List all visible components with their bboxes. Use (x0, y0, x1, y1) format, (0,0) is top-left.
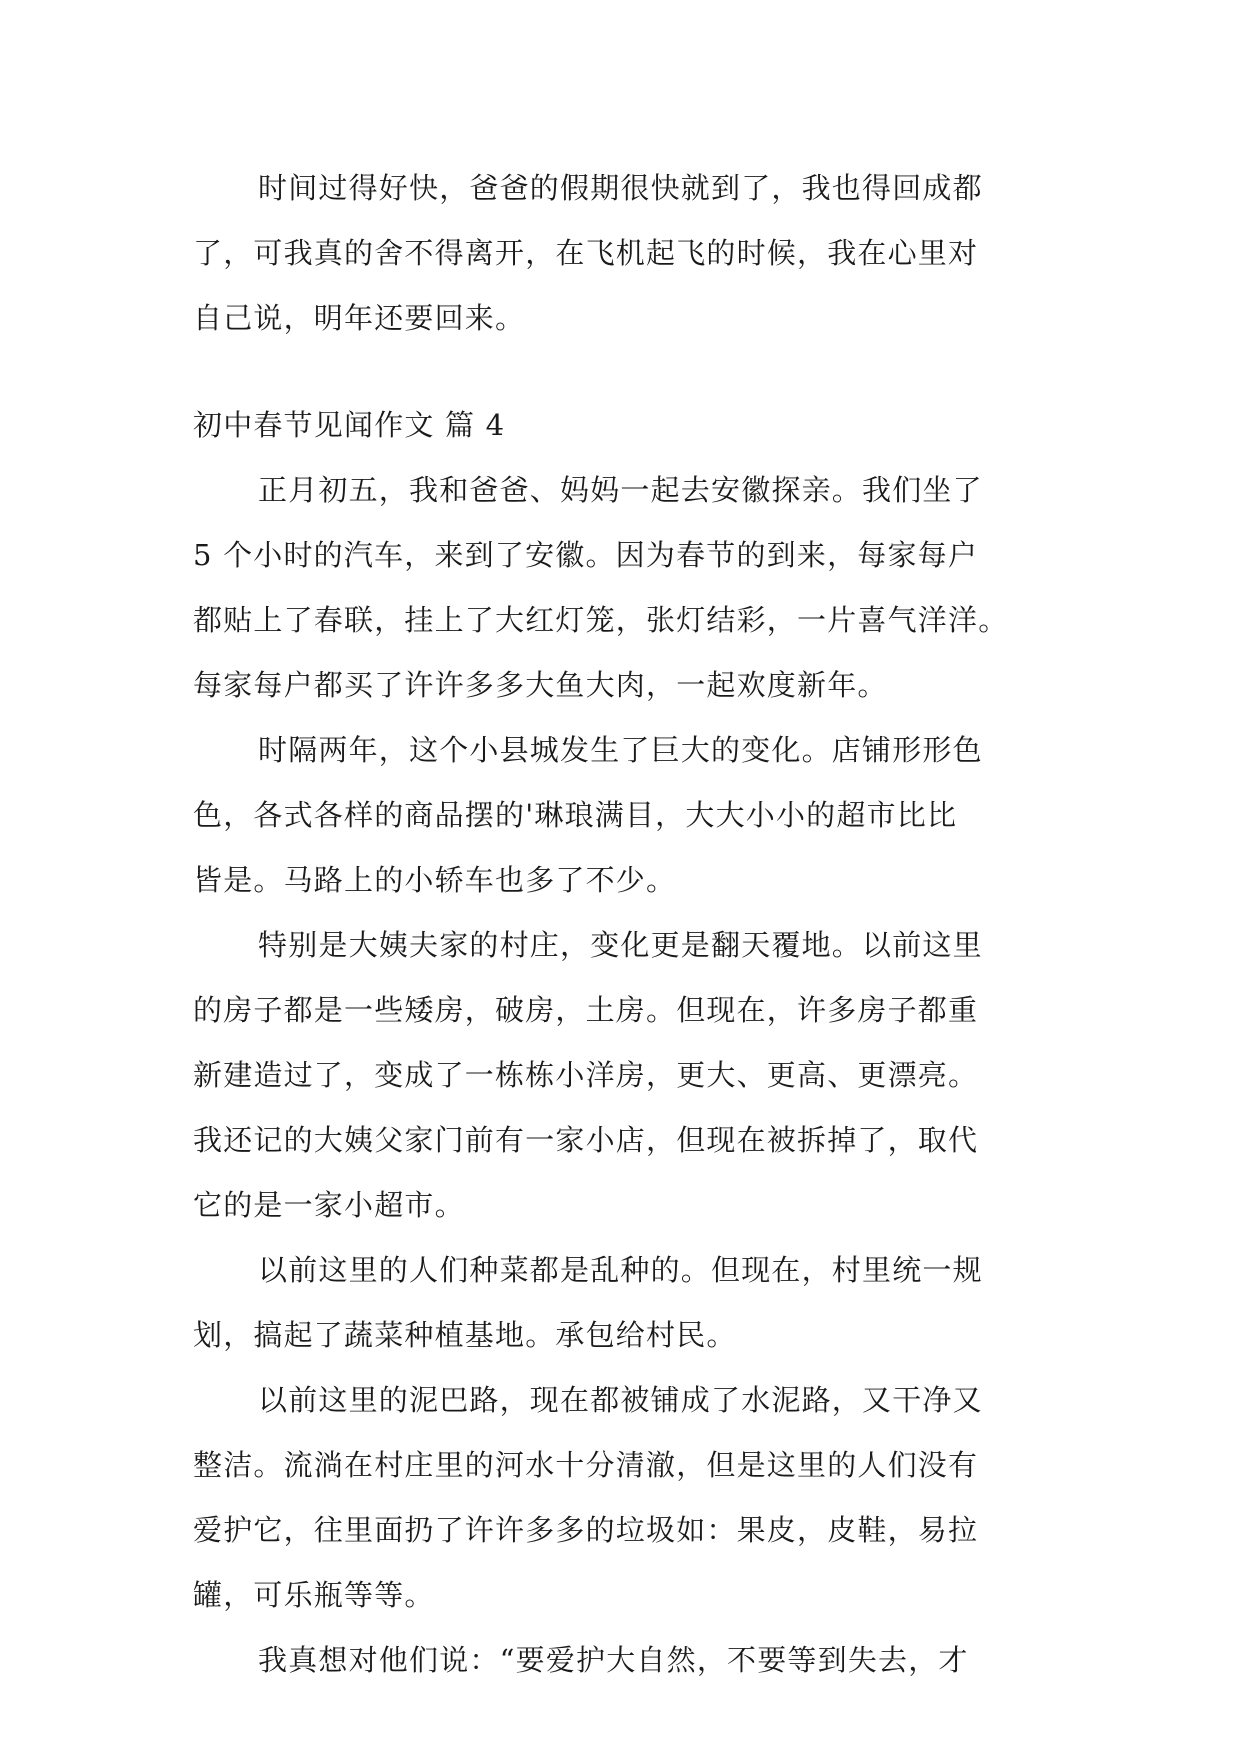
paragraph-line: 自己说，明年还要回来。 (193, 301, 526, 335)
paragraph-line: 的房子都是一些矮房，破房，土房。但现在，许多房子都重 (193, 993, 979, 1027)
paragraph-line: 特别是大姨夫家的村庄，变化更是翻天覆地。以前这里 (258, 928, 983, 962)
paragraph-line: 新建造过了，变成了一栋栋小洋房，更大、更高、更漂亮。 (193, 1058, 979, 1092)
paragraph-line: 皆是。马路上的小轿车也多了不少。 (193, 863, 677, 897)
section-heading: 初中春节见闻作文 篇 4 (193, 408, 506, 442)
paragraph-line: 时间过得好快，爸爸的假期很快就到了，我也得回成都 (258, 171, 983, 205)
paragraph-line: 正月初五，我和爸爸、妈妈一起去安徽探亲。我们坐了 (258, 473, 983, 507)
paragraph-line: 划，搞起了蔬菜种植基地。承包给村民。 (193, 1318, 737, 1352)
paragraph-line: 5 个小时的汽车，来到了安徽。因为春节的到来，每家每户 (193, 538, 979, 572)
paragraph-line: 都贴上了春联，挂上了大红灯笼，张灯结彩，一片喜气洋洋。 (193, 603, 1009, 637)
paragraph-line: 以前这里的泥巴路，现在都被铺成了水泥路，又干净又 (258, 1383, 983, 1417)
paragraph-line: 整洁。流淌在村庄里的河水十分清澈，但是这里的人们没有 (193, 1448, 979, 1482)
paragraph-line: 时隔两年，这个小县城发生了巨大的变化。店铺形形色 (258, 733, 983, 767)
paragraph-line: 以前这里的人们种菜都是乱种的。但现在，村里统一规 (258, 1253, 983, 1287)
paragraph-line: 它的是一家小超市。 (193, 1188, 465, 1222)
paragraph-line: 了，可我真的舍不得离开，在飞机起飞的时候，我在心里对 (193, 236, 979, 270)
paragraph-line: 色，各式各样的商品摆的'琳琅满目，大大小小的超市比比 (193, 798, 958, 832)
paragraph-line: 每家每户都买了许许多多大鱼大肉，一起欢度新年。 (193, 668, 888, 702)
paragraph-line: 爱护它，往里面扔了许许多多的垃圾如：果皮，皮鞋，易拉 (193, 1513, 979, 1547)
paragraph-line: 罐，可乐瓶等等。 (193, 1578, 435, 1612)
paragraph-line: 我还记的大姨父家门前有一家小店，但现在被拆掉了，取代 (193, 1123, 979, 1157)
paragraph-line: 我真想对他们说：“要爱护大自然，不要等到失去，才 (258, 1643, 969, 1677)
